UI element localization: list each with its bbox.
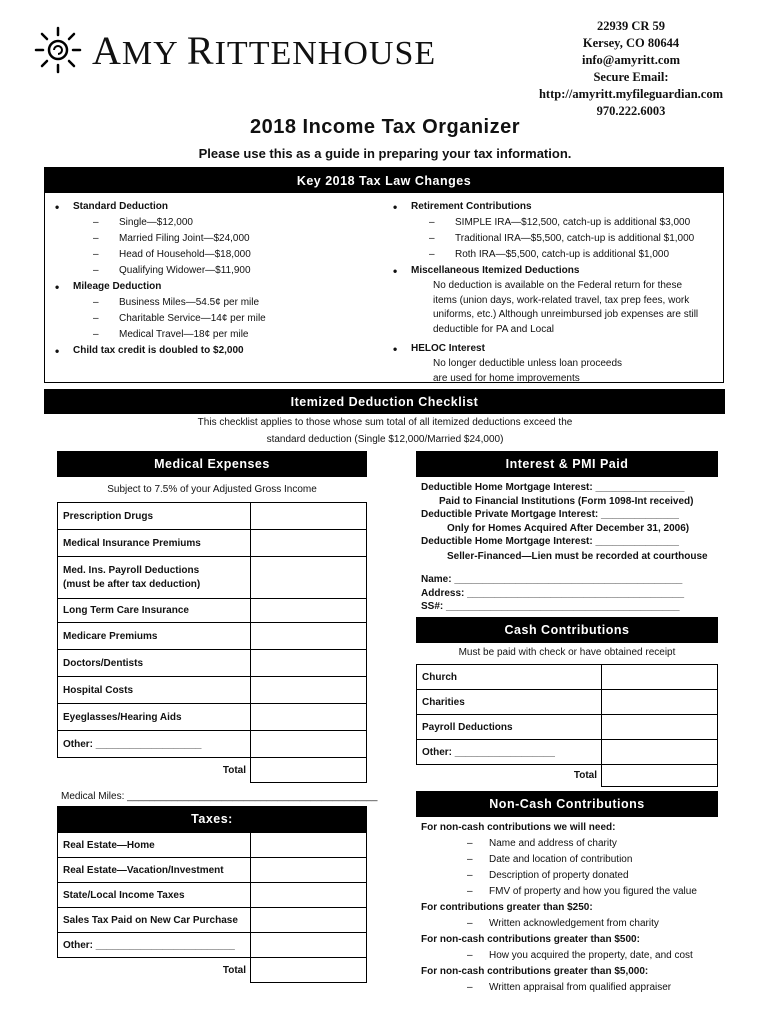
row-label: Other: __________________ [417, 740, 602, 765]
mortgage-interest-field[interactable]: Deductible Home Mortgage Interest: ________________ [421, 482, 685, 493]
amount-field[interactable] [251, 704, 367, 731]
amount-field[interactable] [251, 858, 367, 883]
contact-block [526, 18, 736, 120]
brand-name: AMY RITTENHOUSE [92, 27, 437, 73]
sun-spiral-icon [32, 24, 84, 76]
ssn-field[interactable]: SS#: __________________________________________ [421, 601, 680, 612]
address-line-1: 22939 CR 59 [596, 19, 666, 33]
amount-field[interactable] [251, 908, 367, 933]
row-label: Other: _________________________ [58, 933, 251, 958]
total-field[interactable] [251, 958, 367, 983]
key-left-column [55, 199, 375, 359]
noncash-heading: For contributions greater than $250: [421, 902, 593, 913]
row-label: Long Term Care Insurance [58, 599, 251, 623]
amount-field[interactable] [251, 623, 367, 650]
amount-field[interactable] [602, 740, 718, 765]
list-item: – How you acquired the property, date, and cost [421, 948, 721, 964]
itemized-note-2: standard deduction (Single $12,000/Married $24,000) [266, 434, 504, 445]
bullet-misc-itemized: • Miscellaneous Itemized Deductions [393, 263, 723, 279]
row-label: Medical Insurance Premiums [58, 530, 251, 557]
amount-field[interactable] [602, 715, 718, 740]
bullet-heloc: • HELOC Interest [393, 341, 723, 357]
list-item: – Roth IRA—$5,500, catch-up is additional $1,000 [393, 247, 723, 263]
row-label: Doctors/Dentists [58, 650, 251, 677]
amount-field[interactable] [251, 933, 367, 958]
heloc-line: No longer deductible unless loan proceeds [433, 358, 623, 369]
total-field[interactable] [602, 765, 718, 787]
private-mortgage-field[interactable]: Deductible Private Mortgage Interest: ______________ [421, 509, 679, 520]
phone: 970.222.6003 [596, 104, 666, 118]
list-item: – Description of property donated [421, 868, 721, 884]
amount-field[interactable] [251, 731, 367, 758]
email-link[interactable]: info@amyritt.com [581, 53, 681, 67]
medical-expenses-header: Medical Expenses [57, 451, 367, 477]
medical-miles-field[interactable]: Medical Miles: _____________________________________________ [61, 791, 378, 802]
list-item: – Traditional IRA—$5,500, catch-up is additional $1,000 [393, 231, 723, 247]
list-item: – Written acknowledgement from charity [421, 916, 721, 932]
list-item: – FMV of property and how you figured the value [421, 884, 721, 900]
list-item: – Written appraisal from qualified appraiser [421, 980, 721, 996]
amount-field[interactable] [251, 833, 367, 858]
medical-note: Subject to 7.5% of your Adjusted Gross Income [107, 484, 317, 495]
key-changes-header: Key 2018 Tax Law Changes [45, 168, 723, 193]
row-label: Church [417, 665, 602, 690]
bullet-mileage: • Mileage Deduction [55, 279, 375, 295]
noncash-requirements [421, 820, 721, 996]
amount-field[interactable] [251, 503, 367, 530]
cash-note: Must be paid with check or have obtained receipt [458, 647, 676, 658]
list-item: – Married Filing Joint—$24,000 [55, 231, 375, 247]
total-label: Total [222, 964, 246, 976]
row-label: State/Local Income Taxes [58, 883, 251, 908]
row-label: Prescription Drugs [58, 503, 251, 530]
misc-line: deductible for PA and Local [433, 323, 555, 335]
amount-field[interactable] [602, 690, 718, 715]
noncash-heading: For non-cash contributions we will need: [421, 822, 616, 833]
list-item: – SIMPLE IRA—$12,500, catch-up is additional $3,000 [393, 215, 723, 231]
row-label: Eyeglasses/Hearing Aids [58, 704, 251, 731]
list-item: – Business Miles—54.5¢ per mile [55, 295, 375, 311]
misc-line: uniforms, etc.) Although unreimbursed job expenses are still [433, 309, 699, 320]
taxes-table [57, 832, 367, 983]
interest-lines [421, 481, 721, 563]
interest-pmi-header: Interest & PMI Paid [416, 451, 718, 477]
list-item: – Date and location of contribution [421, 852, 721, 868]
taxes-header: Taxes: [57, 806, 367, 832]
name-field[interactable]: Name: _________________________________________ [421, 574, 683, 585]
secure-email-label: Secure Email: [593, 70, 669, 84]
noncash-contributions-header: Non-Cash Contributions [416, 791, 718, 817]
medical-expenses-table [57, 502, 367, 783]
seller-info [421, 573, 721, 614]
amount-field[interactable] [251, 557, 367, 599]
heloc-line: are used for home improvements [433, 372, 580, 384]
misc-line: items (union days, work-related travel, tax prep fees, work [433, 294, 690, 306]
list-item: – Qualifying Widower—$11,900 [55, 263, 375, 279]
interest-note: Seller-Financed—Lien must be recorded at courthouse [447, 550, 708, 562]
bullet-standard-deduction: • Standard Deduction [55, 199, 375, 215]
total-field[interactable] [251, 758, 367, 783]
row-label: Other: ___________________ [58, 731, 251, 758]
address-field[interactable]: Address: _______________________________________ [421, 587, 685, 599]
bullet-retirement: • Retirement Contributions [393, 199, 723, 215]
misc-line: No deduction is available on the Federal return for these [433, 280, 683, 291]
amount-field[interactable] [251, 599, 367, 623]
row-label: Sales Tax Paid on New Car Purchase [58, 908, 251, 933]
row-label: Real Estate—Home [58, 833, 251, 858]
list-item: – Head of Household—$18,000 [55, 247, 375, 263]
key-right-column [393, 199, 723, 386]
cash-contributions-header: Cash Contributions [416, 617, 718, 643]
itemized-note-1: This checklist applies to those whose sum total of all itemized deductions exceed the [197, 417, 573, 428]
row-label: Charities [417, 690, 602, 715]
amount-field[interactable] [251, 530, 367, 557]
interest-note: Only for Homes Acquired After December 31, 2006) [447, 522, 690, 534]
total-label: Total [222, 764, 246, 776]
row-label: Med. Ins. Payroll Deductions (must be after tax deduction) [58, 557, 251, 599]
amount-field[interactable] [251, 677, 367, 704]
noncash-heading: For non-cash contributions greater than $5,000: [421, 966, 649, 977]
noncash-heading: For non-cash contributions greater than $500: [421, 934, 640, 945]
amount-field[interactable] [602, 665, 718, 690]
amount-field[interactable] [251, 883, 367, 908]
row-label: Hospital Costs [58, 677, 251, 704]
row-label: Real Estate—Vacation/Investment [58, 858, 251, 883]
bullet-child-credit: • Child tax credit is doubled to $2,000 [55, 343, 375, 359]
secure-email-link[interactable]: http://amyritt.myfileguardian.com [538, 87, 723, 101]
total-label: Total [573, 770, 597, 782]
seller-financed-field[interactable]: Deductible Home Mortgage Interest: _______________ [421, 536, 679, 547]
cash-contributions-table [416, 664, 718, 787]
list-item: – Medical Travel—18¢ per mile [55, 327, 375, 343]
list-item: – Name and address of charity [421, 836, 721, 852]
row-label: Medicare Premiums [58, 623, 251, 650]
row-label: Payroll Deductions [417, 715, 602, 740]
interest-note: Paid to Financial Institutions (Form 1098-Int received) [439, 495, 694, 507]
address-line-2: Kersey, CO 80644 [582, 36, 680, 50]
itemized-checklist-header: Itemized Deduction Checklist [44, 389, 725, 414]
list-item: – Charitable Service—14¢ per mile [55, 311, 375, 327]
page-title: 2018 Income Tax Organizer [249, 116, 521, 138]
amount-field[interactable] [251, 650, 367, 677]
page-subtitle: Please use this as a guide in preparing your tax information. [198, 146, 572, 161]
logo [32, 24, 436, 76]
list-item: – Single—$12,000 [55, 215, 375, 231]
key-changes-box [44, 167, 724, 383]
